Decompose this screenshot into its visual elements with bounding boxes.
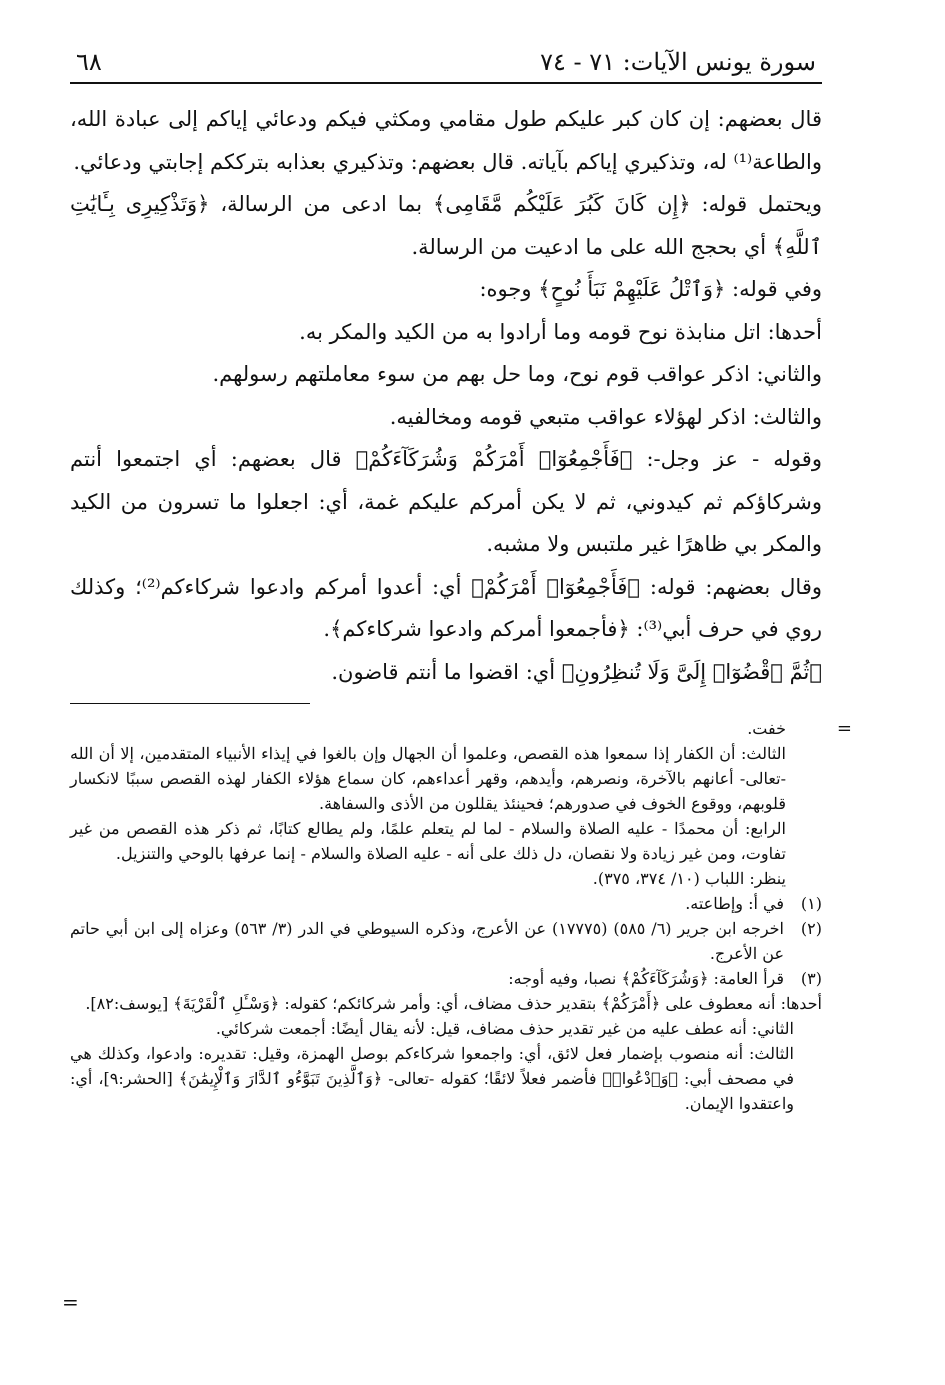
quran-quote: ﴿أَمْرَكُمْ﴾: [601, 994, 661, 1013]
continuation-marker: =: [836, 718, 852, 739]
paragraph: أحدها: اتل منابذة نوح قومه وما أرادوا به من الكيد والمكر به.: [299, 319, 822, 344]
quran-quote: ﴿وَٱلَّذِينَ تَبَوَّءُو ٱلدَّارَ وَٱلْإِيمَٰنَ﴾: [178, 1069, 383, 1088]
footnote-separator: [70, 703, 310, 704]
page-header: [70, 48, 822, 84]
quran-quote: ﴿وَسْـَٔلِ ٱلْقَرْيَةَ﴾: [173, 994, 280, 1013]
quran-quote: ﴿إِن كَانَ كَبُرَ عَلَيْكُم مَّقَامِى﴾: [433, 192, 691, 216]
quran-quote: ﴿وَٱدْعُوا۟﴾: [602, 1069, 679, 1088]
footnote-3-second: الثاني: أنه عطف عليه من غير تقدير حذف مضاف، قيل: لأنه يقال أيضًا: أجمعت شركائي.: [215, 1019, 794, 1038]
quran-quote: ﴿فأجمعوا أمركم وادعوا شركاءكم﴾: [330, 617, 630, 641]
quran-quote: ﴿فَأَجْمِعُوٓا۟ أَمْرَكُمْ وَشُرَكَآءَكُمْ﴾: [355, 447, 633, 471]
quran-quote: ﴿وَشُرَكَآءَكُمْ﴾: [621, 969, 709, 988]
quran-quote: ﴿فَأَجْمِعُوٓا۟ أَمْرَكُمْ﴾: [471, 574, 640, 599]
quran-quote: ﴿وَتَذْكِيرِى بِـَٔايَٰتِ ٱللَّهِ﴾: [70, 192, 822, 259]
footnote-1: (١) في أ: وإطاعته.: [70, 891, 822, 916]
footnote-number: (٢): [800, 919, 822, 938]
main-text: [70, 98, 822, 693]
quran-quote: ﴿ثُمَّ ٱقْضُوٓا۟ إِلَىَّ وَلَا تُنظِرُونِ﴾: [561, 659, 822, 684]
footnotes: [70, 716, 852, 1116]
paragraph: قال بعضهم: إن كان كبر عليكم طول مقامي ومكثي فيكم ودعائي إياكم إلى عبادة الله، والطاعة⁽¹⁾ له، وتذكيري إياكم بآياته. قال بعضهم: وتذكيري بعذابه بترككم إجابتي ودعائي.: [70, 107, 822, 174]
paragraph: وقوله - عز وجل-: ﴿فَأَجْمِعُوٓا۟ أَمْرَكُمْ وَشُرَكَآءَكُمْ﴾ قال بعضهم: أي اجتمعوا أنتم وشركاؤكم ثم كيدوني، ثم لا يكن أمركم عليكم غمة، أي: اجعلوا ما تسرون من الكيد والمكر بي ظاهرًا غير ملتبس ولا مشبه.: [70, 447, 822, 556]
footnote-continuation: = خفت. الثالث: أن الكفار إذا سمعوا هذه القصص، وعلموا أن الجهال وإن بالغوا في إيذاء الأنبياء المتقدمين، إلا أن الله -تعالى- أعانهم بالآخرة، ونصرهم، وأيدهم، وقهر أعداءهم، كان سماع هؤلاء الكفار لهذه القصص سببًا لانكسار قلوبهم، ووقوع الخوف في صدورهم؛ فحينئذ يقللون من الأذى والسفاهة. الرابع: أن محمدًا - عليه الصلاة والسلام - لما لم يتعلم علمًا، ولم يطالع كتابًا، ثم ذكر هذه القصص من غير تفاوت، ومن غير زيادة ولا نقصان، دل ذلك على أنه - عليه الصلاة والسلام - إنما عرفها بالوحي والتنزيل. ينظر: اللباب (١٠/ ٣٧٤، ٣٧٥).: [70, 718, 852, 888]
paragraph: وفي قوله: ﴿وَٱتْلُ عَلَيْهِمْ نَبَأَ نُوحٍ﴾ وجوه:: [479, 277, 822, 301]
continuation-marker-bottom: =: [62, 1290, 79, 1314]
paragraph: ﴿ثُمَّ ٱقْضُوٓا۟ إِلَىَّ وَلَا تُنظِرُونِ﴾ أي: اقضوا ما أنتم قاضون.: [331, 659, 822, 684]
running-title: سورة يونس الآيات: ٧١ - ٧٤: [540, 48, 816, 76]
footnote-3-first: أحدها: أنه معطوف على ﴿أَمْرَكُمْ﴾ بتقدير حذف مضاف، أي: وأمر شركائكم؛ كقوله: ﴿وَسْـَٔلِ ٱلْقَرْيَةَ﴾ [يوسف:٨٢].: [85, 994, 822, 1013]
quran-quote: ﴿وَٱتْلُ عَلَيْهِمْ نَبَأَ نُوحٍ﴾: [538, 277, 726, 301]
footnote-number: (٣): [800, 969, 822, 988]
paragraph: ويحتمل قوله: ﴿إِن كَانَ كَبُرَ عَلَيْكُم مَّقَامِى﴾ بما ادعى من الرسالة، ﴿وَتَذْكِيرِى بِـَٔايَٰتِ ٱللَّهِ﴾ أي بحجج الله على ما ادعيت من الرسالة.: [70, 192, 822, 259]
footnote-2: (٢) اخرجه ابن جرير (٦/ ٥٨٥) (١٧٧٧٥) عن الأعرج، وذكره السيوطي في الدر (٣/ ٥٦٣) وعزاه إلى ابن أبي حاتم عن الأعرج.: [70, 916, 822, 966]
book-page: [70, 48, 852, 1116]
footnote-3-third: الثالث: أنه منصوب بإضمار فعل لائق، أي: واجمعوا شركاءكم بوصل الهمزة، وقيل: تقديره: وادعوا، وكذلك هي في مصحف أبي: ﴿وَٱدْعُوا۟﴾ فأضمر فعلاً لائقًا؛ كقوله -تعالى- ﴿وَٱلَّذِينَ تَبَوَّءُو ٱلدَّارَ وَٱلْإِيمَٰنَ﴾ [الحشر:٩]، أي: واعتقدوا الإيمان.: [70, 1044, 795, 1113]
paragraph: والثالث: اذكر لهؤلاء عواقب متبعي قومه ومخالفيه.: [389, 404, 822, 429]
paragraph: والثاني: اذكر عواقب قوم نوح، وما حل بهم من سوء معاملتهم رسولهم.: [212, 362, 822, 386]
page-number: ٦٨: [76, 48, 102, 76]
footnote-number: (١): [800, 894, 822, 913]
footnote-3: (٣) قرأ العامة: ﴿وَشُرَكَآءَكُمْ﴾ نصبا، وفيه أوجه:: [70, 966, 822, 991]
paragraph: وقال بعضهم: قوله: ﴿فَأَجْمِعُوٓا۟ أَمْرَكُمْ﴾ أي: أعدوا أمركم وادعوا شركاءكم⁽²⁾؛ وكذلك روي في حرف أبي⁽³⁾: ﴿فأجمعوا أمركم وادعوا شركاءكم﴾.: [70, 574, 822, 641]
